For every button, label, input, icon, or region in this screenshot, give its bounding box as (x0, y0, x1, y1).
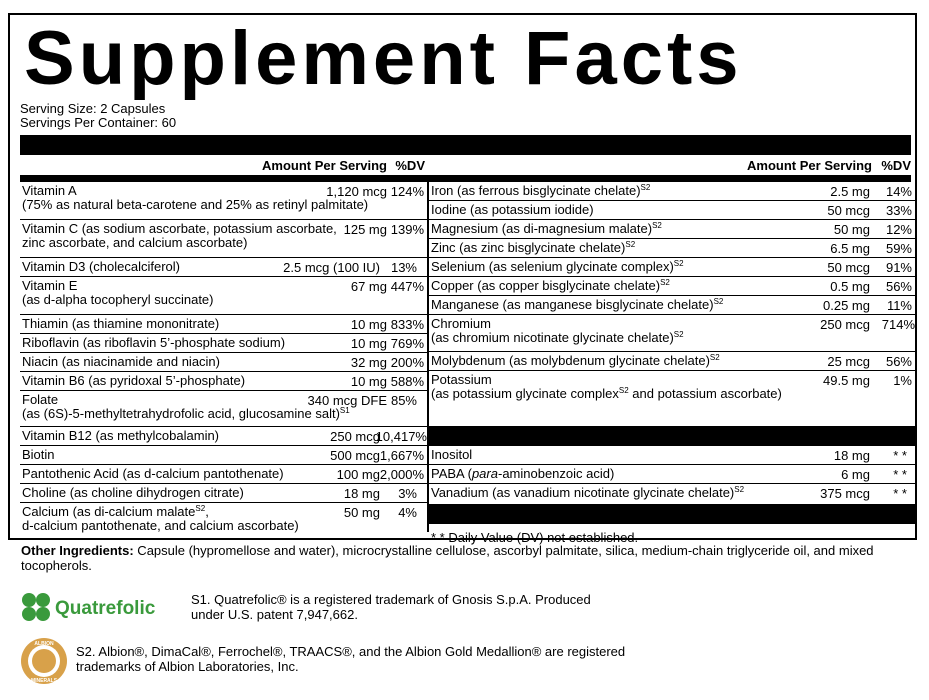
nutrient-dv: 200% (390, 355, 424, 370)
nutrient-name: Manganese (as manganese bisglycinate chelate)$^{S2}$ (431, 297, 724, 312)
nutrient-amount: 0.25 mg (823, 298, 870, 313)
nutrient-amount: 6 mg (841, 467, 870, 482)
nutrient-name: Vitamin E (as d-alpha tocopheryl succinate) (22, 278, 214, 307)
nutrient-dv: 139% (390, 222, 424, 237)
other-nutrient-row (429, 446, 915, 465)
nutrient-row (20, 220, 427, 258)
nutrient-amount: 67 mg (350, 279, 387, 294)
nutrient-dv: 10,417% (375, 429, 427, 444)
nutrient-amount: 125 mg (343, 222, 387, 237)
section-divider (429, 504, 915, 524)
panel-title: Supplement Facts (24, 16, 743, 101)
nutrient-row (20, 446, 427, 465)
nutrient-dv: 124% (390, 184, 424, 199)
nutrient-name: Iron (as ferrous bisglycinate chelate)$^{S2}$ (431, 183, 651, 198)
nutrient-amount: 18 mg (833, 448, 870, 463)
nutrient-name: Niacin (as niacinamide and niacin) (22, 354, 220, 369)
nutrient-dv: 833% (390, 317, 424, 332)
dv-note: * * Daily Value (DV) not established. (431, 530, 639, 545)
nutrient-amount: 2.5 mcg (100 IU) (283, 260, 380, 275)
other-nutrient-row (429, 484, 915, 502)
nutrient-name: Molybdenum (as molybdenum glycinate chelate)$^{S2}$ (431, 353, 720, 368)
nutrient-name: Calcium (as di-calcium malate$^{S2}$, d-calcium pantothenate, and calcium ascorbate) (22, 504, 299, 533)
mineral-row (429, 277, 915, 296)
nutrient-name: Biotin (22, 447, 55, 462)
serving-size: Serving Size: 2 Capsules (20, 101, 166, 116)
nutrient-name: Copper (as copper bisglycinate chelate)$^{S2}$ (431, 278, 670, 293)
nutrient-dv: * * (893, 486, 907, 501)
nutrient-dv: 714% (881, 317, 915, 332)
mineral-row (429, 296, 915, 315)
nutrient-dv: 91% (885, 260, 912, 275)
clover-icon (22, 593, 50, 621)
nutrient-row (20, 391, 427, 427)
nutrient-row (20, 484, 427, 503)
nutrient-row (20, 334, 427, 353)
mineral-row (429, 352, 915, 371)
mineral-row (429, 371, 915, 407)
mineral-row (429, 220, 915, 239)
nutrient-amount: 6.5 mg (830, 241, 870, 256)
nutrient-amount: 25 mcg (827, 354, 870, 369)
nutrient-amount: 18 mg (343, 486, 380, 501)
nutrient-name: Vitamin B12 (as methylcobalamin) (22, 428, 220, 443)
nutrient-amount: 250 mcg (330, 429, 380, 444)
nutrient-amount: 10 mg (350, 336, 387, 351)
mineral-row (429, 239, 915, 258)
other-ingredients (21, 543, 901, 573)
nutrient-row (20, 353, 427, 372)
nutrient-name: Magnesium (as di-magnesium malate)$^{S2}$ (431, 221, 662, 236)
nutrient-dv: 56% (885, 354, 912, 369)
nutrient-dv: * * (893, 467, 907, 482)
nutrient-name: Folate (as (6S)-5-methyltetrahydrofolic acid, glucosamine salt)$^{S1}$ (22, 392, 350, 421)
nutrient-name: Choline (as choline dihydrogen citrate) (22, 485, 244, 500)
nutrient-amount: 10 mg (350, 317, 387, 332)
nutrient-row (20, 427, 427, 446)
nutrient-dv: 11% (886, 298, 912, 313)
quatrefolic-wordmark: Quatrefolic (55, 598, 156, 619)
nutrient-name: Inositol (431, 447, 473, 462)
nutrient-dv: 4% (398, 505, 417, 520)
nutrient-name: Vitamin C (as sodium ascorbate, potassium ascorbate, zinc ascorbate, and calcium ascorbate) (22, 221, 337, 250)
amount-per-serving-header: Amount Per Serving (262, 158, 387, 173)
nutrient-dv: 59% (885, 241, 912, 256)
nutrient-row (20, 182, 427, 220)
nutrient-dv: * * (893, 448, 907, 463)
thick-divider (20, 135, 911, 155)
nutrient-dv: 85% (390, 393, 417, 408)
nutrient-name: Vitamin A (75% as natural beta-carotene and 25% as retinyl palmitate) (22, 183, 369, 212)
mineral-row (429, 201, 915, 220)
nutrient-amount: 500 mcg (330, 448, 380, 463)
nutrient-name: Vitamin B6 (as pyridoxal 5’-phosphate) (22, 373, 246, 388)
servings-per-container: Servings Per Container: 60 (20, 115, 177, 130)
mineral-row (429, 258, 915, 277)
other-ingredients-label: Other Ingredients: (21, 543, 134, 558)
footnote-s1: S1. Quatrefolic® is a registered trademark of Gnosis S.p.A. Produced under U.S. patent 7,947,662. (191, 592, 591, 622)
nutrient-name: Chromium (as chromium nicotinate glycinate chelate)$^{S2}$ (431, 316, 684, 345)
nutrient-dv: 1,667% (379, 448, 424, 463)
quatrefolic-logo (19, 590, 189, 624)
nutrient-row (20, 465, 427, 484)
right-nutrient-column (429, 182, 915, 545)
dv-header: %DV (881, 158, 911, 173)
nutrient-name: Pantothenic Acid (as d-calcium pantothenate) (22, 466, 284, 481)
nutrient-name: Riboflavin (as riboflavin 5’-phosphate sodium) (22, 335, 286, 350)
nutrient-amount: 32 mg (350, 355, 387, 370)
albion-top-text: ALBION (34, 641, 54, 647)
nutrient-amount: 50 mg (343, 505, 380, 520)
nutrient-row (20, 277, 427, 315)
nutrient-amount: 0.5 mg (830, 279, 870, 294)
nutrient-name: Vanadium (as vanadium nicotinate glycinate chelate)$^{S2}$ (431, 485, 745, 500)
nutrient-dv: 33% (885, 203, 912, 218)
nutrient-name: Iodine (as potassium iodide) (431, 202, 594, 217)
medium-divider (20, 175, 911, 182)
nutrient-dv: 769% (390, 336, 424, 351)
nutrient-name: Vitamin D3 (cholecalciferol) (22, 259, 180, 274)
albion-bottom-text: MINERALS (30, 678, 58, 684)
nutrient-dv: 12% (885, 222, 912, 237)
nutrient-amount: 340 mcg DFE (307, 393, 387, 408)
nutrient-amount: 50 mcg (827, 260, 870, 275)
nutrient-name: Thiamin (as thiamine mononitrate) (22, 316, 220, 331)
nutrient-name: Selenium (as selenium glycinate complex)$^{S2}$ (431, 259, 684, 274)
other-ingredients-text: Capsule (hypromellose and water), microcrystalline cellulose, ascorbyl palmitate, silica, medium-chain triglyceride oil, and mixed tocopherols. (21, 543, 874, 573)
right-header (429, 155, 915, 175)
nutrient-amount: 375 mcg (820, 486, 870, 501)
nutrient-row (20, 503, 427, 532)
nutrient-name: PABA (para-aminobenzoic acid) (431, 466, 615, 481)
mineral-row (429, 182, 915, 201)
left-header (20, 155, 427, 175)
nutrient-dv: 588% (390, 374, 424, 389)
nutrient-amount: 2.5 mg (830, 184, 870, 199)
supplement-facts-panel (8, 13, 917, 545)
nutrient-dv: 1% (893, 373, 912, 388)
nutrient-name: Zinc (as zinc bisglycinate chelate)$^{S2}$ (431, 240, 636, 255)
footnote-s2: S2. Albion®, DimaCal®, Ferrochel®, TRAACS®, and the Albion Gold Medallion® are registered trademarks of Albion Laboratories, Inc. (76, 644, 626, 674)
nutrient-row (20, 315, 427, 334)
nutrient-dv: 3% (398, 486, 417, 501)
nutrient-amount: 50 mcg (827, 203, 870, 218)
nutrient-dv: 13% (390, 260, 417, 275)
nutrient-dv: 56% (885, 279, 912, 294)
nutrient-dv: 447% (390, 279, 424, 294)
other-nutrient-row (429, 465, 915, 484)
nutrient-amount: 100 mg (336, 467, 380, 482)
nutrient-amount: 1,120 mcg (326, 184, 387, 199)
nutrient-amount: 250 mcg (820, 317, 870, 332)
nutrient-dv: 2,000% (379, 467, 424, 482)
nutrient-row (20, 258, 427, 277)
nutrient-name: Potassium (as potassium glycinate complex$^{S2}$ and potassium ascorbate) (431, 372, 782, 401)
nutrient-row (20, 372, 427, 391)
nutrient-amount: 10 mg (350, 374, 387, 389)
mineral-row (429, 315, 915, 352)
albion-medallion-logo (19, 636, 69, 686)
amount-per-serving-header: Amount Per Serving (747, 158, 872, 173)
nutrient-amount: 50 mg (833, 222, 870, 237)
section-divider (429, 426, 915, 446)
dv-header: %DV (395, 158, 425, 173)
nutrient-dv: 14% (885, 184, 912, 199)
nutrient-amount: 49.5 mg (823, 373, 870, 388)
